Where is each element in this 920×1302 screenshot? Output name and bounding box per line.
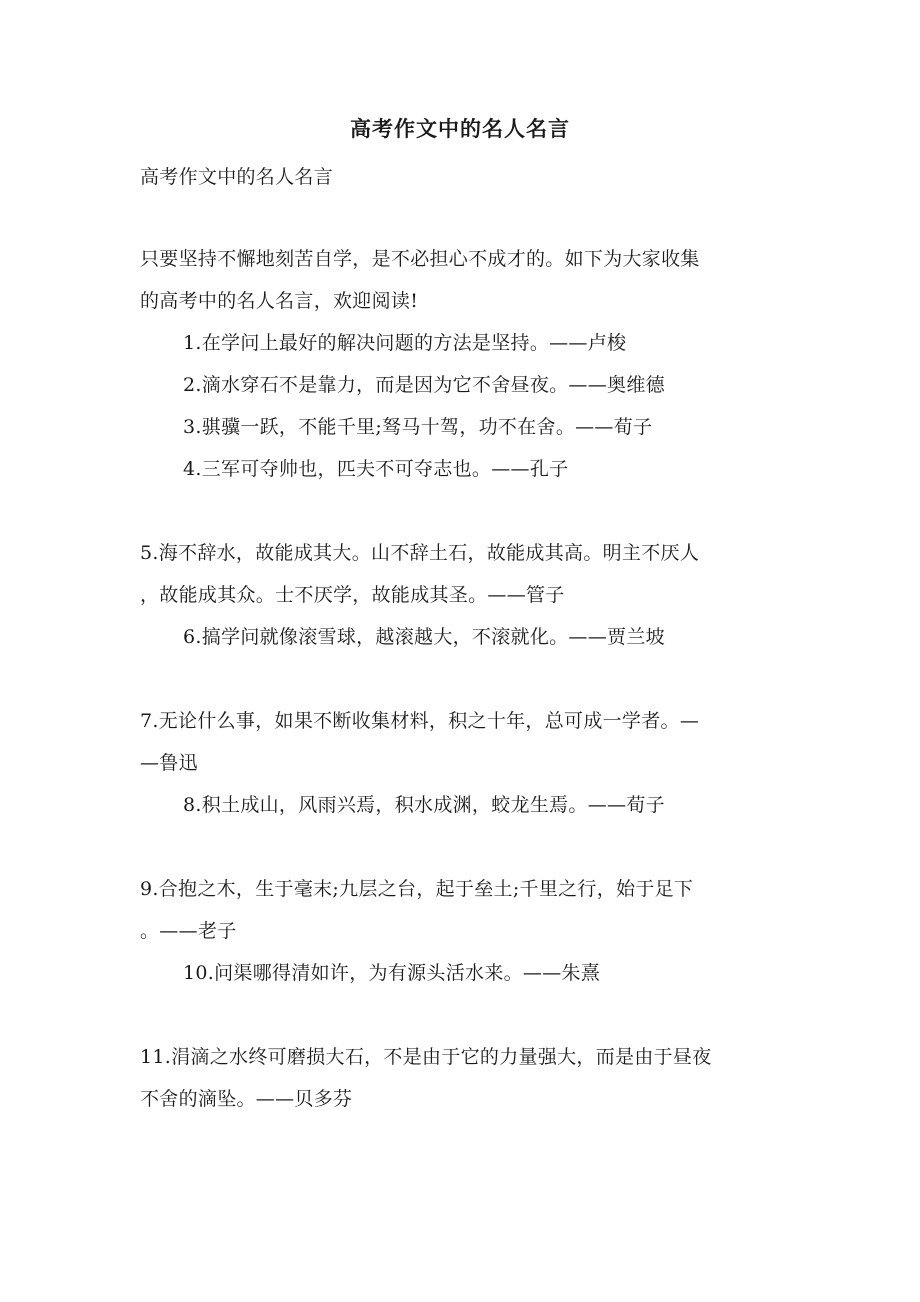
quote-8: 8.积土成山，风雨兴焉，积水成渊，蛟龙生焉。——荀子 bbox=[183, 794, 665, 816]
quote-10: 10.问渠哪得清如许，为有源头活水来。——朱熹 bbox=[183, 962, 601, 984]
quote-5-line-2: ，故能成其众。士不厌学，故能成其圣。——管子 bbox=[140, 584, 565, 606]
quote-11-line-1: 11.涓滴之水终可磨损大石，不是由于它的力量强大，而是由于昼夜 bbox=[140, 1046, 712, 1068]
document-subtitle: 高考作文中的名人名言 bbox=[140, 166, 334, 188]
quote-3: 3.骐骥一跃，不能千里;驽马十驾，功不在舍。——荀子 bbox=[183, 416, 653, 438]
intro-line-1: 只要坚持不懈地刻苦自学，是不必担心不成才的。如下为大家收集 bbox=[140, 248, 700, 270]
quote-9-line-2: 。——老子 bbox=[140, 920, 237, 942]
quote-4: 4.三军可夺帅也，匹夫不可夺志也。——孔子 bbox=[183, 458, 569, 480]
document-title: 高考作文中的名人名言 bbox=[350, 116, 570, 141]
quote-7-line-2: —鲁迅 bbox=[140, 752, 198, 774]
intro-line-2: 的高考中的名人名言，欢迎阅读! bbox=[140, 290, 419, 312]
quote-2: 2.滴水穿石不是靠力，而是因为它不舍昼夜。——奥维德 bbox=[183, 374, 665, 396]
quote-1: 1.在学问上最好的解决问题的方法是坚持。——卢梭 bbox=[183, 332, 627, 354]
quote-6: 6.搞学问就像滚雪球，越滚越大，不滚就化。——贾兰坡 bbox=[183, 626, 665, 648]
quote-7-line-1: 7.无论什么事，如果不断收集材料，积之十年，总可成一学者。— bbox=[140, 710, 700, 732]
quote-11-line-2: 不舍的滴坠。——贝多芬 bbox=[140, 1088, 353, 1110]
quote-9-line-1: 9.合抱之木，生于毫末;九层之台，起于垒土;千里之行，始于足下 bbox=[140, 878, 694, 900]
quote-5-line-1: 5.海不辞水，故能成其大。山不辞土石，故能成其高。明主不厌人 bbox=[140, 542, 700, 564]
